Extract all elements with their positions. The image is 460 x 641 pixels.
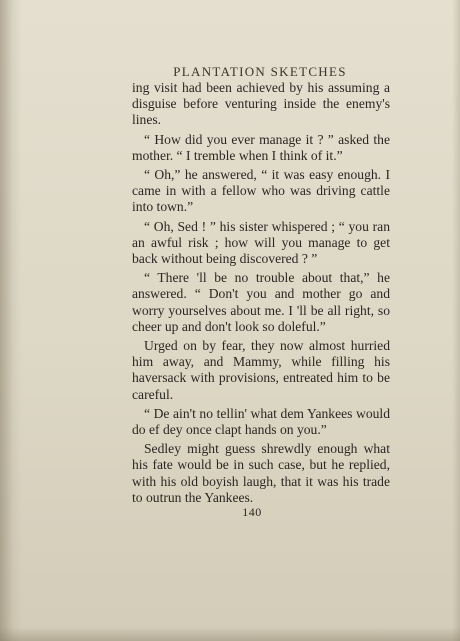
gutter-shadow xyxy=(0,0,22,641)
paragraph: “ There 'll be no trouble about that,” he answered. “ Don't you and mother go and worry yourselves about me. I 'll be all right, so cheer up and don't look so doleful.” xyxy=(132,270,390,334)
body-text xyxy=(132,80,390,509)
paragraph: “ Oh, Sed ! ” his sister whispered ; “ you ran an awful risk ; how will you manage to get back without being discovered ? ” xyxy=(132,218,390,267)
page-number: 140 xyxy=(242,505,262,519)
page-edge-right xyxy=(452,0,460,641)
paragraph: “ How did you ever manage it ? ” asked the mother. “ I tremble when I think of it.” xyxy=(132,131,390,163)
paragraph: Sedley might guess shrewdly enough what his fate would be in such case, but he replied, with his old boyish laugh, that it was his trade to outrun the Yankees. xyxy=(132,441,390,505)
page-edge-bottom xyxy=(0,627,460,641)
paragraph-continued: ing visit had been achieved by his assuming a disguise before venturing inside the enemy's lines. xyxy=(132,80,390,128)
paragraph: “ De ain't no tellin' what dem Yankees would do ef dey once clapt hands on you.” xyxy=(132,405,390,438)
paragraph: “ Oh,” he answered, “ it was easy enough. I came in with a fellow who was driving cattle into town.” xyxy=(132,167,390,215)
running-head: PLANTATION SKETCHES xyxy=(173,64,347,79)
paragraph: Urged on by fear, they now almost hurried him away, and Mammy, while filling his haversack with provisions, entreated him to be careful. xyxy=(132,338,390,402)
